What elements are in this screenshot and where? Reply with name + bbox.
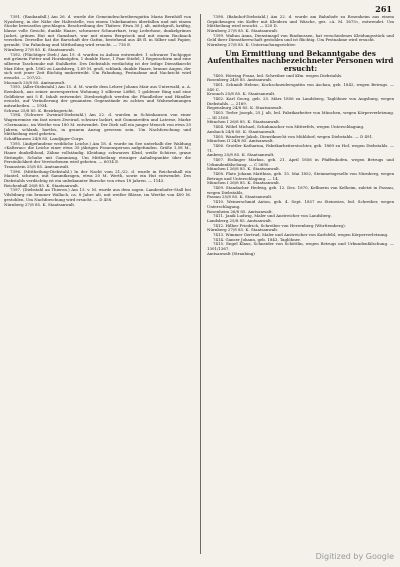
entry-signature: Nürnberg 27/8 85. K. Staatsanwalt. [4, 46, 76, 52]
entry-text: 7398. (Bahnhof-Diebstahl.) Am 22. d. wurde am Bahnhofe zu Rosenheim aus einem Gepäckwagen ein Koffer mit Kleidern und Wäsche, gez. »A. M. 1675«, entwendet. Um Mittheilung wird ersucht. — 520 D. [207, 15, 394, 29]
entry-text: 7412. Hilber Friedrich, Schreiber von Herrenberg (Württemberg). [213, 222, 346, 228]
entry-signature: München II 24/8 85. Amtsanwalt. [207, 138, 274, 144]
entry-text: 7400. Hörring Franz, led. Schreiber und Kfm. wegen Diebstahls. [213, 72, 343, 78]
entry-text: 7413. Wimmer Gertrud, Maler und Anstreicher von Karlsfeld, wegen Körperverletzung. [213, 231, 389, 237]
entry-text: 7414. Ganser Johann, geb. 1843, Taglöhner. [213, 236, 301, 242]
entry-signature: Schwaz 25/8 85. K. Bezirksgericht. [4, 107, 74, 113]
entry-text: 7397. (Diebstahl an Thieren.) Am 13. v. M. wurde aus dem sogen. Lambenhofer-Stall bei Vilsbiburg ein brauner Wallach, ca. 8 Jahre alt, mit weißer Blässe, im Werthe von 400 M. gestohlen. Um Nachforschung wird ersucht. — D 458. [4, 187, 191, 202]
entry-signature: Regensburg 24/8 85. K. Staatsanwalt. [207, 105, 283, 111]
entry-signature: Rosenheim 26/8 85. Amtsanwalt. [207, 208, 273, 214]
entry-signature: Nürnberg 27/8 85. K. Staatsanwalt. [207, 28, 279, 34]
entry-text: 7392. (Flüchtiger Dieb.) Am 19. d. wurden in Aulsau entwendet: 1 schwarze Tuchjoppe mit grünem Futter und Hornknöpfen, 1 dunkle Hose, 1 Paar Stiefel, 1 Regenschirm und eine silberne Taschenuhr mit Stahlkette. Des Diebstahls verdächtig ist der ledige Dienstknecht Max Eder, geb. 1862 zu Landsberg, 1,69 M. groß, schlank, dunkle Haare, braune Augen, der sich seit jener Zeit flüchtig umhertreibt. Um Fahndung, Festnahme und Nachricht wird ersucht. — 107/22. [4, 51, 191, 80]
entry-signature: Rosenberg 24/8 85. Amtsanwalt. [207, 77, 273, 83]
entry-text: 7396. (Mittheilung-Diebstahl.) In der Nacht vom 21./22. d. wurde in Reichenhall ein Mantel, schwarz, mit Sammtkragen, etwa 20 M. Werth, sowie ein Hut entwendet. Des Diebstahls verdächtig ist ein unbekannter Bursche von etwa 18 Jahren. — 1143. [4, 168, 191, 184]
entry-signature: München I 26/8 85. K. Staatsanwalt. [207, 166, 281, 172]
entry-signature: Landsberg 25/8 85. Amtsanwalt. [207, 217, 273, 223]
entry-signature: Nürnberg 27/8 85. K. Staatsanwalt. [4, 201, 76, 207]
entry-signature: Passau 25/8 85. K. Staatsanwalt. [207, 194, 273, 200]
left-column [4, 15, 191, 563]
entry-signature: München I 26/8 85. K. Staatsanwalt. [207, 119, 281, 125]
entry-text: 7403. Terler Joseph, 25 J. alt, led. Fabrikarbeiter von München, wegen Körperverletzung. — III 2160. [207, 110, 394, 120]
entry-text: 7407. Eislinger Markus, geb. 21. April 1856 in Pfaffenhofen, wegen Betrugs und Urkundenfälschung. — C 5690. [207, 156, 394, 167]
entry-signature: München I 26/8 85. K. Staatsanwalt. [207, 180, 281, 186]
entry-signature: Kronach 25/8 85. K. Staatsanwalt. [207, 91, 276, 97]
entry-text: 7391. (Raubanfall.) Am 26. d. wurde die Gemeindeschreibersgattin Maria Bernhöfl von Nyusberg, in der Nähe der Haltestelle, von einem Unbekannten überfallen und mit einem Stocke bewusstlos geschlagen. Beschreibung des Thäters: Etwa 30 J. alt, mittelgroß, kräftig, blasse volle Gesicht, dunkle Haare, schwarzer Schnurrbart, trug Lederhose, dunkelgrünes Jacket, grünen Hut mit Gamsbart, war mit einem Bergstock und mit einem Rucksack versehen. Derselbe hat die Barschaft der Gattin, bestehend aus 48 fl. in Silber und Papier, geraubt. Um Fahndung und Mittheilung wird ersucht. — 716 E. [4, 15, 191, 48]
entry-signature: Nürnberg 27/8 85. K. Untersuchungsrichter. [207, 42, 297, 48]
entry-signature: Traunstein 25/8 85. Amtsanwalt. [4, 164, 70, 169]
entry-text: 7415. Engel Klaus, Schneider von Schöttlin, wegen Betrugs und Urkundenfälschung. — 1301/1367. [207, 241, 394, 252]
right-column [207, 15, 394, 531]
entry-text: 7406. Grottler Katharina, Fabrikarbeiterstochter, geb. 1869 zu Hof, wegen Diebstahls. — 71. [207, 142, 394, 153]
entry-text: 7394. (Schwere Zweirad-Diebstahl.) Am 22. d. wurden in Schönhausen von einer Wagenremise ein fast neues Zweirad, schwarz lackirt, mit Gummireifen und Laterne, Marke »Germania«, im Werthe von 180 M. entwendet. Der Dieb soll ein junger Mensch von etwa 20 Jahren, schlank, bartlos, in grauem Anzug gewesen sein. Um Nachforschung und Mittheilung wird gebeten. [4, 112, 191, 137]
entry-text: 7408. Plate Johann Matthias, geb. 15. Mai 1852, Steinmetzgeselle von Nürnberg, wegen Betrugs und Unterschlagung. — 14. [207, 171, 394, 181]
entry-signature: Reichenhall 26/8 85. K. Staatsanwalt. [4, 182, 80, 188]
entry-text: 7402. Karl Georg, geb. 25. März 1856 zu Landsberg, Taglöhner von Augsburg, wegen Diebstahls. — 2169. [207, 96, 394, 106]
entry-text: 7404. Wöhrl Michael, Schuhmacher von Mitterfels, wegen Unterschlagung. [213, 124, 365, 130]
entry-signature: Ansbach 24/8 85. K. Staatsanwalt. [207, 128, 276, 134]
entry-text: 7405. Wanderer Jakob, Dienstknecht von Mühldorf, wegen Diebstahls. — D 491. [213, 133, 374, 139]
entry-text: 7409. Standacher Hedwig, geb. 12. Dez. 1870, Kellnerin von Kelheim, zuletzt in Passau, wegen Diebstahls. [207, 185, 394, 195]
entry-text: 7411. Janik Ludwig, Maler und Anstreicher von Landsberg. [213, 213, 332, 219]
column-divider [200, 14, 201, 554]
entry-text: 7401. Schmidt Helene, Kochschneidersgattin von Aschau, geb. 1842, wegen Betrugs. — 540 C. [207, 81, 394, 92]
entry-text: 7395. (Aufgefundene weibliche Leiche.) Am 18. d. wurde im See unterhalb der Waldung »Kalterau« die Leiche einer etwa 35 jährigen Frauensperson aufgefunden. Größe 1,58 M., Haare dunkelblond, Zähne vollständig. Kleidung: schwarzes Kleid, weiße Schürze, graue Strümpfe, Schuhe mit Gummizug. Um Mittheilung etwaiger Anhaltspunkte über die Persönlichkeit der Verstorbenen wird gebeten. — 6014 E. [4, 140, 191, 165]
entry-text: 7399. Waltan Anna, Dienstmagd von Rindnussen, hat verschiedenes Kleidungsstück und Geld ihrer Dienstherrschaft gestohlen und ist flüchtig. Um Festnahme wird ersucht. [207, 32, 394, 43]
entry-signature: Schaffhausen 24/8 85. Landjäger-Corps. [4, 135, 85, 141]
entry-text: 7393. (Aller-Diebstahl.) Am 15. d. M. wurde dem Lehrer Johann Mair aus Unterwald, a. A. Ezenbach, aus seiner unversperrten Wohnung 3 silberne Löffel, 1 goldener Ring und eine Geldbörse mit 5 fl. Inhalt entwendet. Diesbezüglich werden die Pfandleiher und Händler ersucht, auf Veräußerung der genannten Gegenstände zu achten und Wahrnehmungen mitzutheilen. — 1934. [4, 84, 191, 109]
entry-signature: Moosach 25/8 85. Amtsanwalt. [4, 79, 66, 85]
page-number: 261 [375, 4, 392, 14]
entry-signature: Amtsanwalt (Straubing) [207, 250, 255, 256]
section-heading: Um Ermittlung und Bekanntgabe des Aufenthaltes nachbezeichneter Personen wird ersucht: [207, 48, 394, 73]
entry-text: 7410. Weinerschmid Anton, geb. 4. Sept. 1857 zu Steinwies, led. Schreiber, wegen Unterschlagung. [207, 199, 394, 209]
entry-signature: Nürnberg 27/8 85. K. Staatsanwalt. [207, 227, 279, 233]
entry-signature: Amberg 25/8 85. K. Staatsanwalt. [207, 152, 275, 158]
digitized-watermark: Digitized by Google [315, 552, 394, 561]
